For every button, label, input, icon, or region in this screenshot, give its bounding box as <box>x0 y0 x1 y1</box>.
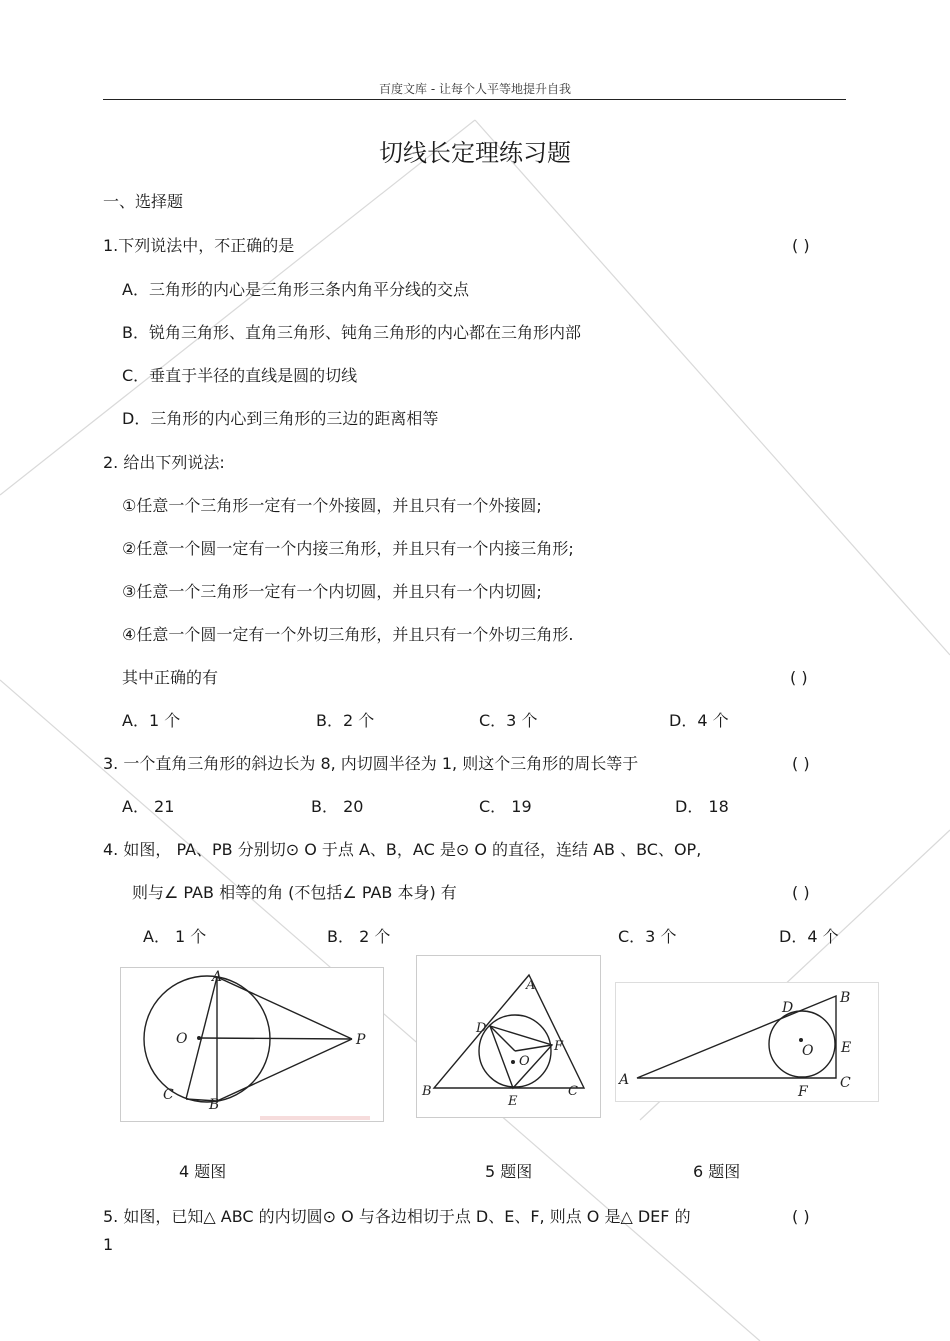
fig5-label-b: B <box>422 1084 432 1099</box>
q2-stem: 2. 给出下列说法: <box>103 453 225 472</box>
q3-option-a: A． 21 <box>122 797 175 816</box>
fig5-label-c: C <box>568 1084 578 1099</box>
figure-4-caption: 4 题图 <box>179 1162 227 1181</box>
q4-option-b: B． 2 个 <box>327 927 391 946</box>
q2-ask: 其中正确的有 <box>122 668 219 687</box>
figure-5-caption: 5 题图 <box>485 1162 533 1181</box>
q1-stem: 1.下列说法中，不正确的是 <box>103 236 295 255</box>
q4-answer-paren: ( ) <box>792 883 810 902</box>
fig4-label-b: B <box>209 1097 220 1113</box>
q3-option-b: B． 20 <box>311 797 364 816</box>
q1-option-b: B．锐角三角形、直角三角形、钝角三角形的内心都在三角形内部 <box>122 323 581 342</box>
q4-option-c: C．3 个 <box>618 927 677 946</box>
figure-6-diagram <box>615 982 879 1102</box>
q2-option-d: D．4 个 <box>669 711 729 730</box>
q5-answer-paren: ( ) <box>792 1207 810 1226</box>
q2-option-b: B．2 个 <box>316 711 375 730</box>
page-number: 1 <box>103 1235 114 1254</box>
fig4-label-c: C <box>163 1087 174 1103</box>
q1-option-c: C．垂直于半径的直线是圆的切线 <box>122 366 358 385</box>
fig5-label-e: E <box>508 1094 518 1109</box>
fig4-label-p: P <box>356 1032 366 1048</box>
q1-option-a: A．三角形的内心是三角形三条内角平分线的交点 <box>122 280 469 299</box>
page-title: 切线长定理练习题 <box>379 139 571 167</box>
q1-answer-paren: ( ) <box>792 236 810 255</box>
fig5-label-a: A <box>526 978 536 993</box>
fig6-label-c: C <box>840 1075 851 1091</box>
fig5-label-d: D <box>476 1021 487 1036</box>
q2-statement-3: ③任意一个三角形一定有一个内切圆，并且只有一个内切圆; <box>122 582 542 601</box>
fig4-label-a: A <box>212 969 223 985</box>
figure-4-diagram <box>120 967 384 1122</box>
fig6-label-a: A <box>619 1072 630 1088</box>
fig5-label-f: F <box>554 1039 564 1054</box>
q3-stem: 3. 一个直角三角形的斜边长为 8, 内切圆半径为 1, 则这个三角形的周长等于 <box>103 754 639 773</box>
q2-option-c: C．3 个 <box>479 711 538 730</box>
figure-6-caption: 6 题图 <box>693 1162 741 1181</box>
fig6-label-d: D <box>782 1000 794 1016</box>
q2-statement-4: ④任意一个圆一定有一个外切三角形，并且只有一个外切三角形. <box>122 625 574 644</box>
fig6-label-e: E <box>841 1040 852 1056</box>
q3-option-d: D． 18 <box>675 797 729 816</box>
fig4-label-o: O <box>176 1031 188 1047</box>
q2-statement-1: ①任意一个三角形一定有一个外接圆，并且只有一个外接圆; <box>122 496 542 515</box>
q4-stem-line2: 则与∠ PAB 相等的角 (不包括∠ PAB 本身) 有 <box>132 883 457 902</box>
q5-stem: 5. 如图，已知△ ABC 的内切圆⊙ O 与各边相切于点 D、E、F, 则点 O 是△ DEF 的 <box>103 1207 691 1226</box>
q3-option-c: C． 19 <box>479 797 532 816</box>
header-rule <box>103 99 846 100</box>
section-heading: 一、选择题 <box>103 192 184 211</box>
fig5-label-o: O <box>519 1054 530 1069</box>
fig6-label-o: O <box>802 1043 814 1059</box>
q2-statement-2: ②任意一个圆一定有一个内接三角形，并且只有一个内接三角形; <box>122 539 574 558</box>
q2-option-a: A．1 个 <box>122 711 181 730</box>
q2-answer-paren: ( ) <box>790 668 808 687</box>
q4-stem-line1: 4. 如图， PA、PB 分别切⊙ O 于点 A、B，AC 是⊙ O 的直径，连结 AB 、BC、OP, <box>103 840 702 859</box>
q4-option-d: D．4 个 <box>779 927 839 946</box>
fig6-label-f: F <box>798 1084 808 1100</box>
page-header: 百度文库 - 让每个人平等地提升自我 <box>379 82 571 96</box>
q4-option-a: A． 1 个 <box>143 927 207 946</box>
fig6-label-b: B <box>840 990 851 1006</box>
q3-answer-paren: ( ) <box>792 754 810 773</box>
figure-5-diagram <box>416 955 601 1118</box>
q1-option-d: D．三角形的内心到三角形的三边的距离相等 <box>122 409 439 428</box>
